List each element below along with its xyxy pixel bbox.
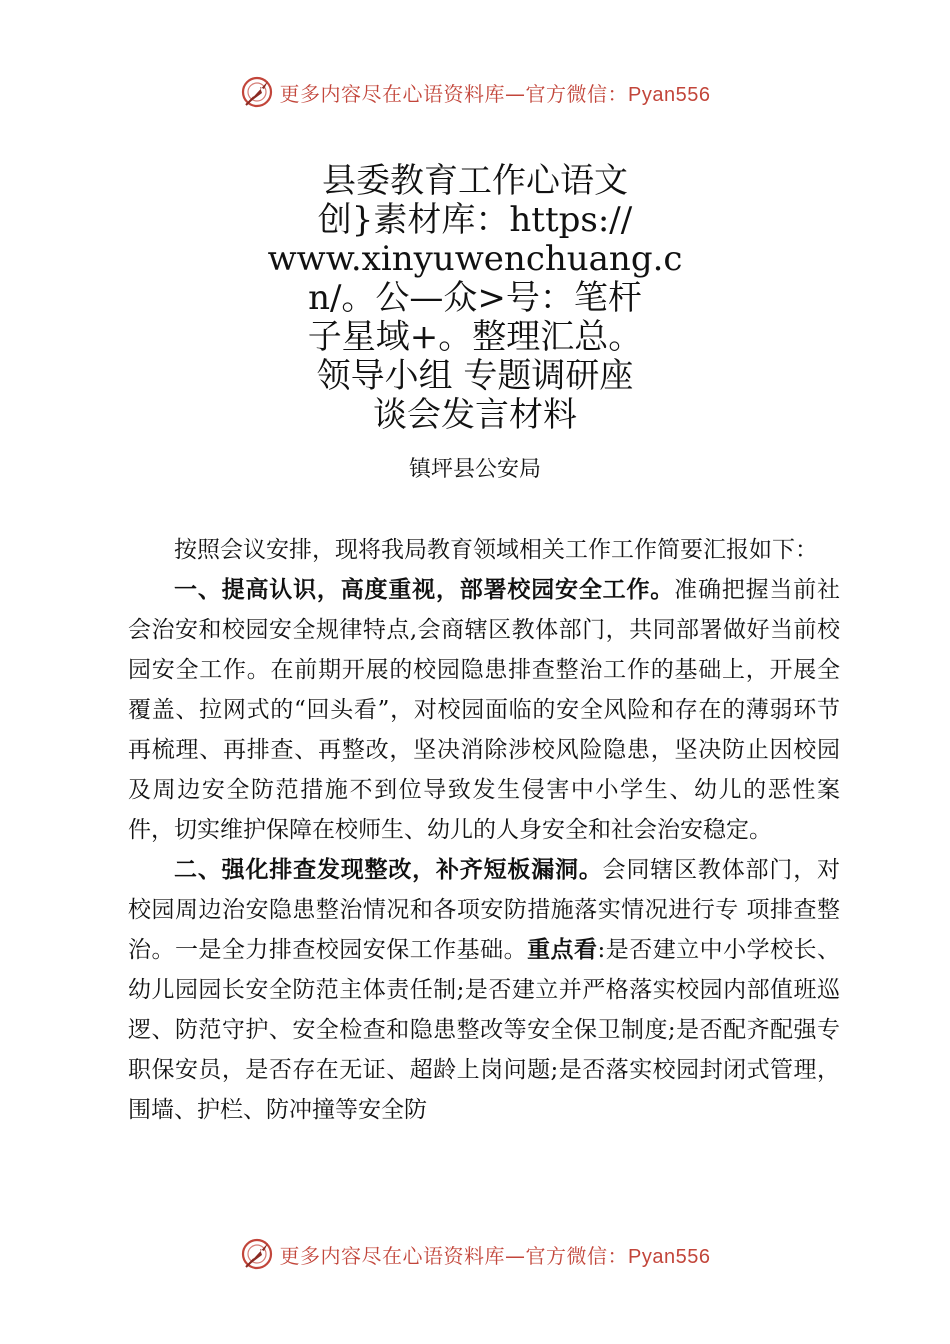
section-two-subheading: 一是全力排查校园安保工作基础。 [174, 937, 528, 963]
quill-logo-icon [240, 75, 274, 109]
section-two-text: 会同辖区教体部门，对校园周边治安隐患整治情况和各项安防措施落实情况进行专 项排查整治。 [128, 857, 841, 963]
title-line: 领导小组 专题调研座 [316, 356, 634, 396]
title-line: 创}素材库：https:// [317, 200, 633, 240]
quill-logo-icon [240, 1237, 274, 1271]
document-body [128, 530, 840, 1130]
key-point-label: 重点看 [527, 937, 598, 963]
section-two-heading: 二、强化排查发现整改，补齐短板漏洞。 [174, 857, 603, 883]
title-line: 县委教育工作心语文 [322, 161, 628, 201]
section-two-paragraph [128, 850, 840, 1130]
section-one-heading: 一、提高认识，高度重视，部署校园安全工作。 [174, 577, 675, 603]
watermark-banner-bottom [0, 1232, 950, 1276]
watermark-banner-top [0, 70, 950, 114]
intro-paragraph: 按照会议安排，现将我局教育领域相关工作工作简要汇报如下： [174, 537, 818, 563]
title-line: www.xinyuwenchuang.c [267, 239, 683, 279]
watermark-text: 更多内容尽在心语资料库—官方微信：Pyan556 [279, 81, 711, 106]
document-title [200, 162, 750, 435]
watermark-text: 更多内容尽在心语资料库—官方微信：Pyan556 [279, 1243, 711, 1268]
section-two-details: :是否建立中小学校长、幼儿园园长安全防范主体责任制;是否建立并严格落实校园内部值班巡逻、防范守护、安全检查和隐患整改等安全保卫制度;是否配齐配强专职保安员，是否存在无证、超龄上岗问题;是否落实校园封闭式管理，围墙、护栏、防冲撞等安全防 [128, 937, 841, 1123]
title-line: n/。公—众>号：笔杆 [308, 278, 642, 318]
section-one-text: 准确把握当前社会治安和校园安全规律特点,会商辖区教体部门，共同部署做好当前校园安全工作。在前期开展的校园隐患排查整治工作的基础上，开展全覆盖、拉网式的“回头看”，对校园面临的安全风险和存在的薄弱环节再梳理、再排查、再整改，坚决消除涉校风险隐患，坚决防止因校园及周边安全防范措施不到位导致发生侵害中小学生、幼儿的恶性案件，切实维护保障在校师生、幼儿的人身安全和社会治安稳定。 [128, 577, 841, 843]
title-line: 子星域+。整理汇总。 [307, 317, 643, 357]
section-one-paragraph [128, 570, 840, 850]
author-organization: 镇坪县公安局 [408, 457, 541, 482]
title-line: 谈会发言材料 [373, 395, 577, 435]
